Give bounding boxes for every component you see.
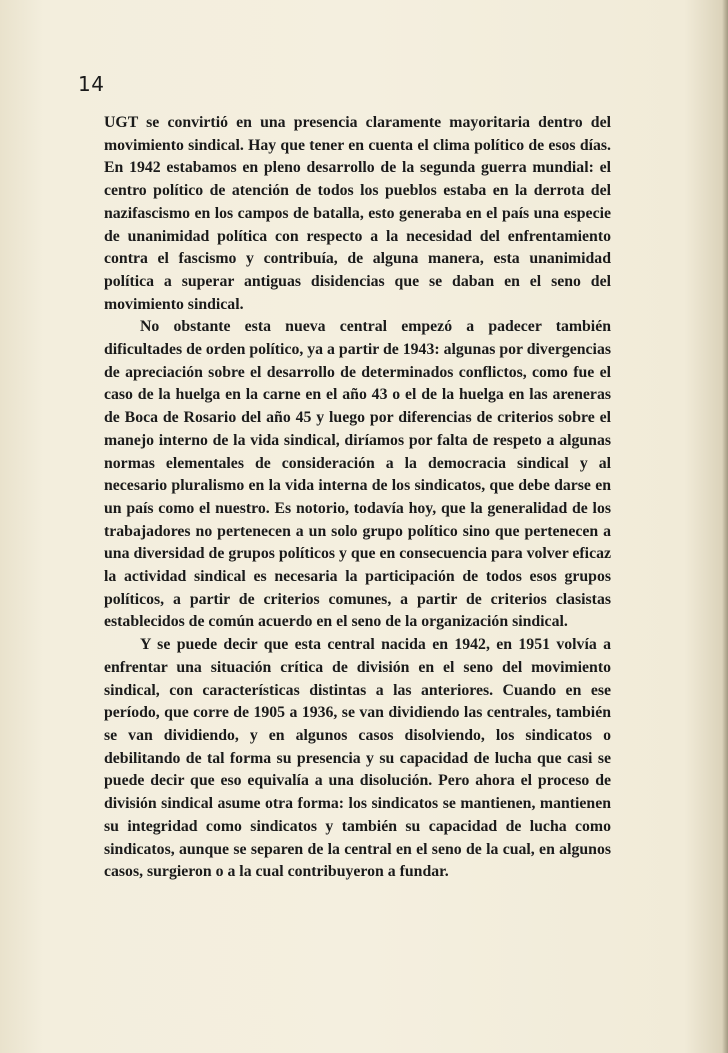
page-number: 14 [78, 72, 105, 96]
page-edge-shadow [722, 0, 728, 1053]
paragraph-3: Y se puede decir que esta central nacida en 1942, en 1951 volvía a enfrentar una situación crítica de división en el seno del movimiento sindical, con características distintas a las anteriores. Cuando en ese período, que corre de 1905 a 1936, se van dividiendo las centrales, también se van dividiendo, y en algunos casos disolviendo, los sindicatos o debilitando de tal forma su presencia y su capacidad de lucha que casi se puede decir que eso equivalía a una disolución. Pero ahora el proceso de división sindical asume otra forma: los sindicatos se mantienen, mantienen su integridad como sindicatos y también su capacidad de lucha como sindicatos, aunque se separen de la central en el seno de la cual, en algunos casos, surgieron o a la cual contribuyeron a fundar. [104, 636, 611, 881]
body-text [104, 112, 611, 884]
paragraph-2: No obstante esta nueva central empezó a padecer también dificultades de orden político, ya a partir de 1943: algunas por divergencias de apreciación sobre el desarrollo de determinados conflictos, como fue el caso de la huelga en la carne en el año 43 o el de la huelga en las areneras de Boca de Rosario del año 45 y luego por diferencias de criterios sobre el manejo interno de la vida sindical, diríamos por falta de respeto a algunas normas elementales de consideración a la democracia sindical y al necesario pluralismo en la vida interna de los sindicatos, que debe darse en un país como el nuestro. Es notorio, todavía hoy, que la generalidad de los trabajadores no pertenecen a un solo grupo político sino que pertenecen a una diversidad de grupos políticos y que en consecuencia para volver eficaz la actividad sindical es necesaria la participación de todos esos grupos políticos, a partir de criterios comunes, a partir de criterios clasistas establecidos de común acuerdo en el seno de la organización sindical. [104, 318, 611, 631]
paragraph-1: UGT se convirtió en una presencia claramente mayoritaria dentro del movimiento sindical. Hay que tener en cuenta el clima político de esos días. En 1942 estabamos en pleno desarrollo de la segunda guerra mundial: el centro político de atención de todos los pueblos estaba en la derrota del nazifascismo en los campos de batalla, esto generaba en el país una especie de unanimidad política con respecto a la necesidad del enfrentamiento contra el fascismo y contribuía, de alguna manera, esta unanimidad política a superar antiguas disidencias que se daban en el seno del movimiento sindical. [104, 114, 611, 313]
